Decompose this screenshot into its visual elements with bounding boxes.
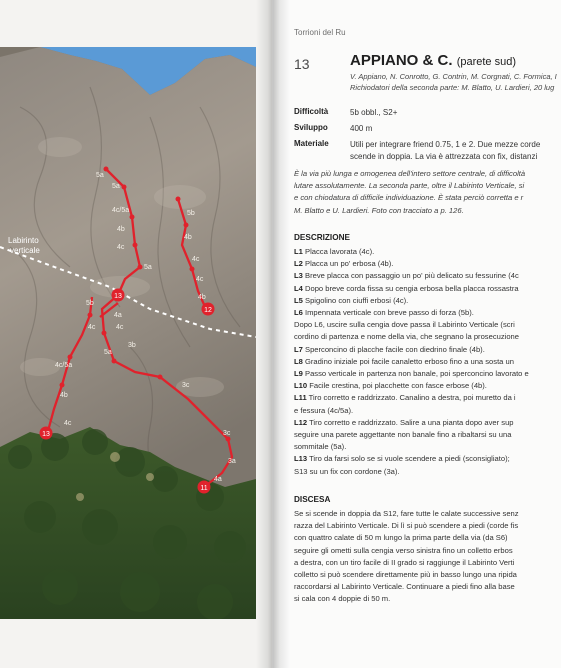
pitch-line: L4 Dopo breve corda fissa su cengia erbosa bella placca rossastra [294,283,519,293]
grade-label: 4c [64,420,72,427]
difficulty-value: 5b obbl., S2+ [350,108,398,117]
pitch-list [294,246,529,478]
descent-line: raccordarsi al Labirinto Verticale. Continuare a piedi fino alla base [294,582,515,592]
gear-line: Utili per integrare friend 0.75, 1 e 2. Due mezze corde [350,140,541,149]
grade-label: 4a [114,312,122,319]
route-intro [294,168,525,217]
route-number: 13 [294,56,310,72]
grade-label: 3c [182,382,190,389]
descent-line: a destra, con un tiro facile di II grado si raggiunge il Labirinto Verti [294,557,515,567]
grade-label: 5b [86,300,94,307]
grade-label: 4c [117,244,125,251]
grade-label: 4c [116,324,124,331]
pitch-line: Dopo L6, uscire sulla cengia dove passa il Labirinto Verticale (scri [294,320,515,330]
station-label: 13 [114,293,122,300]
station-label: 12 [204,307,212,314]
grade-label: 5a [112,183,120,190]
length-label: Sviluppo [294,123,328,132]
pitch-line: L5 Spigolino con ciuffi erbosi (4c). [294,295,409,305]
grade-label: 4b [184,234,192,241]
labirinto-label-line1: Labirinto [8,236,39,245]
grade-label: 3c [223,430,231,437]
pitch-line: L12 Tiro corretto e raddrizzato. Salire a una pianta dopo aver sup [294,417,514,427]
grade-label: 5a [104,349,112,356]
route-authors [350,71,557,93]
descent-line: razza del Labirinto Verticale. Di lì si può scendere a piedi (corde fis [294,521,519,531]
route-subtitle: (parete sud) [456,56,516,68]
route-name: APPIANO & C. [350,52,453,69]
descent-line: si cala con 4 doppie di 50 m. [294,594,391,604]
pitch-line: L6 Impennata verticale con breve passo di forza (5b). [294,308,474,318]
pitch-line: L2 Placca un po' erbosa (4b). [294,259,394,269]
pitch-line: L11 Tiro corretto e raddrizzato. Canalino a destra, poi muretto da i [294,393,516,403]
pitch-line: seguire una parete aggettante non banale fino a ribaltarsi su una [294,430,512,440]
pitch-line: L13 Tiro da farsi solo se si vuole scendere a piedi (sconsigliato); [294,454,510,464]
descent-heading: DISCESA [294,495,331,504]
labirinto-label-line2: verticale [10,246,40,255]
book-gutter [256,0,290,668]
descent-text [294,508,519,606]
pitch-line: L1 Placca lavorata (4c). [294,247,375,256]
pitch-line: L10 Facile crestina, poi placchette con fasce erbose (4b). [294,381,487,391]
route-topo-photo [0,47,256,619]
station-label: 13 [42,431,50,438]
grade-label: 3a [228,458,236,465]
gear-label: Materiale [294,139,329,148]
grade-label: 4c [88,324,96,331]
intro-line: È la via più lunga e omogenea dell'intero settore centrale, di difficoltà [294,169,526,178]
route-title [350,52,516,69]
authors-line: V. Appiano, N. Conrotto, G. Contrin, M. Corgnati, C. Formica, I [350,72,557,81]
description-heading: DESCRIZIONE [294,233,350,242]
pitch-line: e fessura (4c/5a). [294,405,354,415]
grade-label: 5a [96,172,104,179]
difficulty-label: Difficoltà [294,107,329,116]
pitch-line: L3 Breve placca con passaggio un po' più delicato su fessurine (4c [294,271,519,281]
grade-label: 4c/5a [55,362,73,369]
pitch-line: S13 su un fix con cordone (3a). [294,466,400,476]
descent-line: con quattro calate di 50 m lungo la prima parte della via (da S6) [294,533,508,543]
grade-label: 5a [144,264,152,271]
gear-line: scende in doppia. La via è attrezzata con fix, distanzi [350,152,538,161]
pitch-line: L7 Sperconcino di placche facile con diedrino finale (4b). [294,344,485,354]
descent-line: colletto si può scendere direttamente più in basso lungo una ripida [294,570,517,580]
grade-label: 4b [198,294,206,301]
intro-line: lutare assolutamente. La seconda parte, oltre il Labirinto Verticale, si [294,181,525,191]
left-page [0,0,272,668]
grade-label: 4b [117,226,125,233]
pitch-line: L9 Passo verticale in partenza non banale, poi sperconcino lavorato e [294,369,529,379]
authors-line: Richiodatori della seconda parte: M. Blatto, U. Lardieri, 20 lug [350,83,555,92]
descent-line: Se si scende in doppia da S12, fare tutte le calate successive senz [294,509,519,518]
intro-line: e con chiodatura di difficile individuazione. È stata perciò corretta e r [294,193,524,203]
running-head: Torrioni del Ru [294,28,346,37]
length-value: 400 m [350,124,373,133]
grade-label: 4b [60,392,68,399]
pitch-line: cordino di partenza e nome della via, che segnano la prosecuzione [294,332,520,342]
pitch-line: sommitale (5a). [294,442,347,452]
grade-label: 4c [192,256,200,263]
grade-label: 4c/5a [112,207,130,214]
grade-label: 3b [128,342,136,349]
pitch-line: L8 Gradino iniziale poi facile canaletto erboso fino a una sosta un [294,356,514,366]
station-label: 11 [200,485,208,492]
descent-line: seguire gli ometti sulla cengia verso sinistra fino un colletto erbos [294,545,513,555]
grade-label: 4a [214,476,222,483]
intro-line: M. Blatto e U. Lardieri. Foto con tracciato a p. 126. [294,205,464,215]
grade-label: 4c [196,276,204,283]
grade-label: 5b [187,210,195,217]
